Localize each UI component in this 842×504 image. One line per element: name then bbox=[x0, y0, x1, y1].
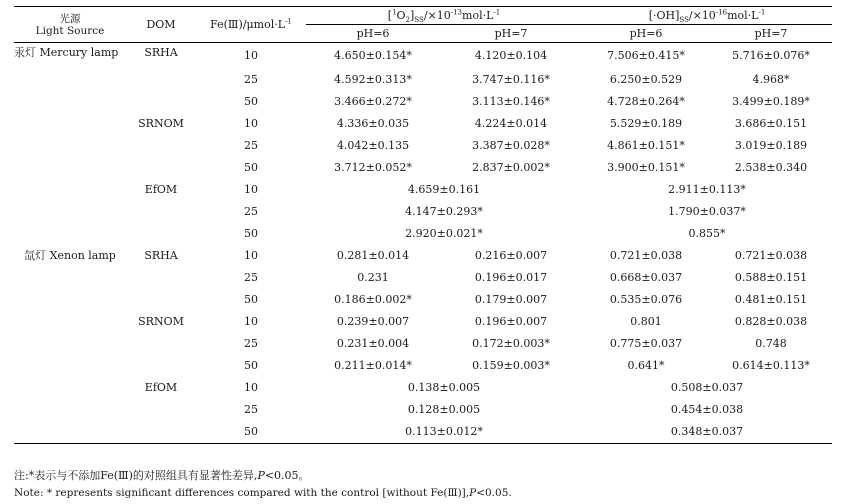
oh-h-e: mol·L bbox=[727, 8, 759, 22]
oh-ph7-cell: 3.019±0.189 bbox=[734, 139, 808, 152]
o2-ph6-cell: 4.042±0.135 bbox=[336, 139, 410, 152]
fe-cell: 10 bbox=[244, 49, 258, 62]
o2-ph6-cell: 4.650±0.154* bbox=[334, 49, 412, 62]
dom-cell bbox=[126, 333, 196, 355]
table-row bbox=[14, 399, 832, 421]
o2-ph6-header: pH=6 bbox=[306, 25, 440, 43]
table-row bbox=[14, 157, 832, 179]
o2-ph6-cell: 0.239±0.007 bbox=[336, 315, 410, 328]
dom-cell bbox=[126, 91, 196, 113]
note-cn-tail: <0.05。 bbox=[264, 469, 310, 482]
o2-ph7-cell: 3.113±0.146* bbox=[472, 95, 550, 108]
o2-ph6-cell: 0.231±0.004 bbox=[336, 337, 410, 350]
fe-header-sup: -1 bbox=[285, 16, 292, 25]
oh-merged-cell: 0.508±0.037 bbox=[670, 381, 744, 394]
o2-merged-cell: 0.138±0.005 bbox=[407, 381, 481, 394]
oh-ph6-cell: 0.668±0.037 bbox=[609, 271, 683, 284]
light-cell bbox=[14, 333, 126, 355]
table-row bbox=[14, 333, 832, 355]
oh-merged-cell: 0.348±0.037 bbox=[582, 421, 832, 444]
dom-cell bbox=[126, 223, 196, 245]
o2-ph6-cell: 4.592±0.313* bbox=[334, 73, 412, 86]
oh-ph7-cell: 5.716±0.076* bbox=[732, 49, 810, 62]
o2-h-i: mol·L bbox=[462, 8, 494, 22]
table-row bbox=[14, 69, 832, 91]
light-cell bbox=[14, 179, 126, 201]
fe-cell: 25 bbox=[244, 403, 258, 416]
fe-cell: 25 bbox=[244, 271, 258, 284]
oh-h-f: -1 bbox=[758, 7, 766, 16]
oh-merged-cell: 0.855* bbox=[688, 227, 726, 240]
oh-ph7-header: pH=7 bbox=[710, 25, 832, 43]
dom-cell bbox=[126, 157, 196, 179]
fe-cell: 50 bbox=[244, 293, 258, 306]
fe-cell: 50 bbox=[244, 227, 258, 240]
o2-ph7-cell: 4.120±0.104 bbox=[474, 49, 548, 62]
light-cell bbox=[14, 311, 126, 333]
note-cn-text: 注:*表示与不添加Fe(Ⅲ)的对照组具有显著性差异, bbox=[14, 469, 258, 482]
light-cell bbox=[14, 267, 126, 289]
o2-h-g: /×10 bbox=[423, 8, 451, 22]
dom-cell: SRHA bbox=[144, 249, 178, 262]
table-row bbox=[14, 311, 832, 333]
light-cell bbox=[14, 91, 126, 113]
o2-ph7-cell: 0.159±0.003* bbox=[472, 359, 550, 372]
oh-ph6-cell: 0.535±0.076 bbox=[609, 293, 683, 306]
dom-cell bbox=[126, 355, 196, 377]
light-cell: 氙灯 Xenon lamp bbox=[24, 249, 116, 262]
table-row bbox=[14, 113, 832, 135]
note-cn-p: P bbox=[257, 469, 265, 482]
table-row bbox=[14, 377, 832, 399]
table-body bbox=[14, 43, 832, 444]
o2-ph7-cell: 4.224±0.014 bbox=[474, 117, 548, 130]
o2-ph6-cell: 3.466±0.272* bbox=[334, 95, 412, 108]
dom-cell bbox=[126, 69, 196, 91]
fe-header bbox=[196, 7, 306, 43]
o2-ph7-cell: 3.747±0.116* bbox=[472, 73, 550, 86]
fe-cell: 25 bbox=[244, 337, 258, 350]
table-row bbox=[14, 267, 832, 289]
oh-ph6-cell: 0.775±0.037 bbox=[609, 337, 683, 350]
fe-cell: 25 bbox=[244, 139, 258, 152]
o2-header bbox=[306, 7, 582, 25]
oh-ph7-cell: 0.614±0.113* bbox=[732, 359, 810, 372]
oh-ph6-cell: 0.801 bbox=[630, 315, 662, 328]
oh-ph7-cell: 0.721±0.038 bbox=[734, 249, 808, 262]
data-table-container bbox=[14, 6, 832, 444]
light-source-cn: 光源 bbox=[59, 12, 81, 25]
o2-merged-cell: 0.113±0.012* bbox=[306, 421, 582, 444]
note-en-text: Note: * represents significant differences compared with the control [without Fe(Ⅲ)], bbox=[14, 487, 470, 499]
fe-cell: 50 bbox=[196, 421, 306, 444]
dom-cell bbox=[126, 135, 196, 157]
o2-h-b: 1 bbox=[392, 7, 397, 16]
oh-ph6-cell: 3.900±0.151* bbox=[607, 161, 685, 174]
oh-ph7-cell: 3.499±0.189* bbox=[732, 95, 810, 108]
table-row bbox=[14, 135, 832, 157]
light-cell bbox=[14, 355, 126, 377]
oh-ph7-cell: 0.828±0.038 bbox=[734, 315, 808, 328]
oh-ph6-cell: 6.250±0.529 bbox=[609, 73, 683, 86]
note-en-tail: <0.05. bbox=[476, 487, 512, 499]
o2-h-e: ] bbox=[410, 8, 415, 22]
oh-merged-cell: 1.790±0.037* bbox=[668, 205, 746, 218]
light-source-header bbox=[14, 7, 126, 43]
o2-h-h: -13 bbox=[450, 7, 463, 16]
light-cell bbox=[14, 201, 126, 223]
table-row bbox=[14, 245, 832, 267]
light-cell bbox=[14, 377, 126, 399]
oh-ph6-cell: 7.506±0.415* bbox=[607, 49, 685, 62]
light-cell bbox=[14, 289, 126, 311]
o2-ph7-header: pH=7 bbox=[440, 25, 582, 43]
o2-merged-cell: 4.659±0.161 bbox=[407, 183, 481, 196]
oh-ph7-cell: 0.481±0.151 bbox=[734, 293, 808, 306]
dom-cell bbox=[126, 201, 196, 223]
note-english bbox=[14, 486, 832, 500]
o2-ph6-cell: 4.336±0.035 bbox=[336, 117, 410, 130]
oh-ph6-cell: 0.641* bbox=[627, 359, 665, 372]
table-row bbox=[14, 355, 832, 377]
oh-ph6-header: pH=6 bbox=[582, 25, 710, 43]
o2-h-d: 2 bbox=[405, 15, 411, 24]
table-row bbox=[14, 43, 832, 70]
table-row bbox=[14, 91, 832, 113]
note-chinese bbox=[14, 469, 832, 483]
table-row bbox=[14, 289, 832, 311]
oh-ph6-cell: 5.529±0.189 bbox=[609, 117, 683, 130]
dom-cell: SRNOM bbox=[138, 117, 184, 130]
dom-cell: SRNOM bbox=[138, 315, 184, 328]
light-cell bbox=[14, 69, 126, 91]
o2-ph6-cell: 0.281±0.014 bbox=[336, 249, 410, 262]
light-cell bbox=[14, 421, 126, 444]
fe-cell: 10 bbox=[244, 249, 258, 262]
oh-ph6-cell: 4.861±0.151* bbox=[607, 139, 685, 152]
light-cell bbox=[14, 223, 126, 245]
dom-header: DOM bbox=[126, 7, 196, 43]
o2-ph7-cell: 3.387±0.028* bbox=[472, 139, 550, 152]
o2-h-f: SS bbox=[414, 15, 424, 24]
o2-ph7-cell: 0.172±0.003* bbox=[472, 337, 550, 350]
light-source-en: Light Source bbox=[35, 24, 105, 37]
oh-h-a: [·OH] bbox=[648, 8, 680, 22]
dom-cell bbox=[126, 421, 196, 444]
dom-cell: EfOM bbox=[144, 183, 178, 196]
dom-cell bbox=[126, 289, 196, 311]
o2-h-c: O bbox=[396, 8, 406, 22]
fe-cell: 50 bbox=[244, 359, 258, 372]
fe-cell: 10 bbox=[244, 117, 258, 130]
table-row bbox=[14, 179, 832, 201]
o2-ph6-cell: 0.211±0.014* bbox=[334, 359, 412, 372]
dom-cell: SRHA bbox=[144, 46, 178, 59]
table-row bbox=[14, 421, 832, 444]
fe-cell: 25 bbox=[244, 73, 258, 86]
fe-cell: 10 bbox=[244, 315, 258, 328]
table-row bbox=[14, 223, 832, 245]
o2-ph6-cell: 0.231 bbox=[357, 271, 389, 284]
table-row bbox=[14, 201, 832, 223]
oh-ph7-cell: 0.588±0.151 bbox=[734, 271, 808, 284]
light-cell bbox=[14, 113, 126, 135]
o2-ph7-cell: 0.196±0.017 bbox=[474, 271, 548, 284]
fe-cell: 10 bbox=[244, 183, 258, 196]
light-cell bbox=[14, 399, 126, 421]
light-cell: 汞灯 Mercury lamp bbox=[14, 46, 119, 59]
header-row-1 bbox=[14, 7, 832, 25]
oh-merged-cell: 2.911±0.113* bbox=[668, 183, 746, 196]
o2-ph7-cell: 0.196±0.007 bbox=[474, 315, 548, 328]
light-cell bbox=[14, 135, 126, 157]
o2-ph6-cell: 0.186±0.002* bbox=[334, 293, 412, 306]
oh-ph6-cell: 4.728±0.264* bbox=[607, 95, 685, 108]
dom-cell bbox=[126, 399, 196, 421]
light-cell bbox=[14, 157, 126, 179]
o2-ph7-cell: 0.179±0.007 bbox=[474, 293, 548, 306]
oh-header bbox=[582, 7, 832, 25]
o2-merged-cell: 2.920±0.021* bbox=[405, 227, 483, 240]
oh-ph7-cell: 3.686±0.151 bbox=[734, 117, 808, 130]
o2-ph7-cell: 2.837±0.002* bbox=[472, 161, 550, 174]
o2-merged-cell: 4.147±0.293* bbox=[405, 205, 483, 218]
o2-h-j: -1 bbox=[493, 7, 501, 16]
o2-ph6-cell: 3.712±0.052* bbox=[334, 161, 412, 174]
oh-ph7-cell: 4.968* bbox=[752, 73, 790, 86]
note-en-p: P bbox=[469, 487, 477, 499]
oh-ph7-cell: 2.538±0.340 bbox=[734, 161, 808, 174]
dom-cell: EfOM bbox=[144, 381, 178, 394]
fe-header-text: Fe(Ⅲ)/μmol·L bbox=[210, 17, 286, 31]
oh-h-d: -16 bbox=[715, 7, 728, 16]
o2-merged-cell: 0.128±0.005 bbox=[407, 403, 481, 416]
fe-cell: 10 bbox=[244, 381, 258, 394]
oh-h-c: /×10 bbox=[688, 8, 716, 22]
o2-h-a: [ bbox=[387, 8, 393, 22]
o2-ph7-cell: 0.216±0.007 bbox=[474, 249, 548, 262]
fe-cell: 50 bbox=[244, 95, 258, 108]
fe-cell: 50 bbox=[244, 161, 258, 174]
fe-cell: 25 bbox=[244, 205, 258, 218]
data-table bbox=[14, 6, 832, 444]
oh-ph6-cell: 0.721±0.038 bbox=[609, 249, 683, 262]
oh-ph7-cell: 0.748 bbox=[755, 337, 787, 350]
oh-merged-cell: 0.454±0.038 bbox=[670, 403, 744, 416]
dom-cell bbox=[126, 267, 196, 289]
oh-h-b: SS bbox=[679, 15, 689, 24]
